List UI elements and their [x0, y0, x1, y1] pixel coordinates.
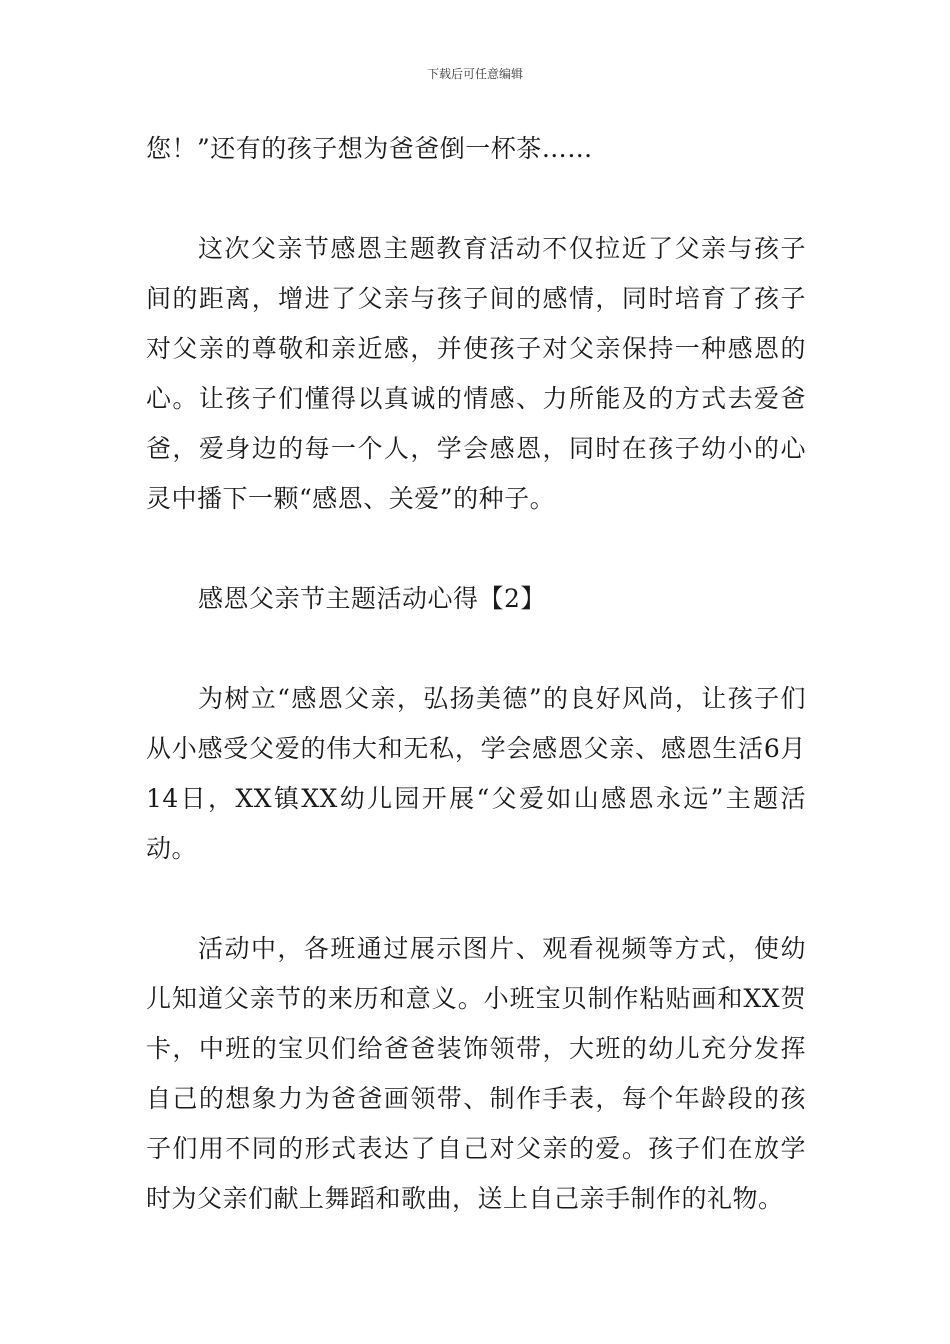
- document-body: [146, 124, 806, 1224]
- page-header-note: 下载后可任意编辑: [426, 67, 523, 81]
- paragraph-continuation: 您！”还有的孩子想为爸爸倒一杯茶……: [146, 134, 593, 163]
- paragraph-gap: [146, 874, 806, 924]
- paragraph-gap: [146, 174, 806, 224]
- paragraph-gap: [146, 524, 806, 574]
- paragraph-gap: [146, 624, 806, 674]
- paragraph-intro: 为树立“感恩父亲，弘扬美德”的良好风尚，让孩子们从小感受父爱的伟大和无私，学会感恩父亲、感恩生活6月14日，XX镇XX幼儿园开展“父爱如山感恩永远”主题活动。: [146, 684, 806, 863]
- paragraph-activities: 活动中，各班通过展示图片、观看视频等方式，使幼儿知道父亲节的来历和意义。小班宝贝制作粘贴画和XX贺卡，中班的宝贝们给爸爸装饰领带，大班的幼儿充分发挥自己的想象力为爸爸画领带、制作手表，每个年龄段的孩子们用不同的形式表达了自己对父亲的爱。孩子们在放学时为父亲们献上舞蹈和歌曲，送上自己亲手制作的礼物。: [146, 934, 806, 1213]
- section-heading: 感恩父亲节主题活动心得【2】: [198, 584, 546, 613]
- paragraph-summary: 这次父亲节感恩主题教育活动不仅拉近了父亲与孩子间的距离，增进了父亲与孩子间的感情，同时培育了孩子对父亲的尊敬和亲近感，并使孩子对父亲保持一种感恩的心。让孩子们懂得以真诚的情感、力所能及的方式去爱爸爸，爱身边的每一个人，学会感恩，同时在孩子幼小的心灵中播下一颗“感恩、关爱”的种子。: [146, 234, 806, 513]
